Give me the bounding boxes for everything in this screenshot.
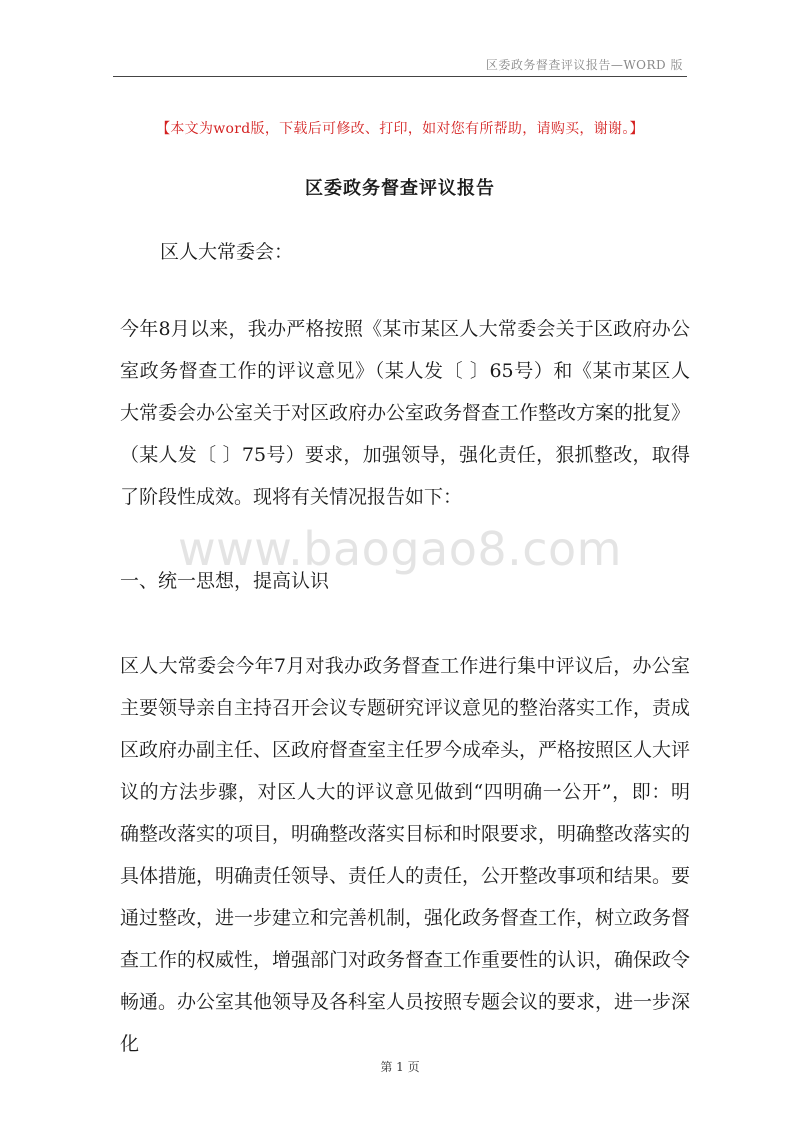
running-header-title: 区委政务督查评议报告—WORD 版 xyxy=(485,58,683,72)
body-paragraph-1: 今年8月以来，我办严格按照《某市某区人大常委会关于区政府办公室政务督查工作的评议意见》（某人发〔 〕65号）和《某市某区人大常委会办公室关于对区政府办公室政务督查工作整改方案的批复》（某人发〔 〕75号）要求，加强领导，强化责任，狠抓整改，取得了阶段性成效。现将有关情况报告如下： xyxy=(120,318,691,508)
watermark: www.baogao8.com xyxy=(178,522,622,576)
download-notice: 【本文为word版，下载后可修改、打印，如对您有所帮助，请购买，谢谢。】 xyxy=(156,121,644,137)
document-title: 区委政务督查评议报告 xyxy=(305,178,495,199)
section-heading-1: 一、统一思想，提高认识 xyxy=(120,570,330,592)
salutation: 区人大常委会： xyxy=(160,241,294,263)
page-header xyxy=(113,52,687,77)
body-paragraph-2: 区人大常委会今年7月对我办政务督查工作进行集中评议后，办公室主要领导亲自主持召开会议专题研究评议意见的整治落实工作，责成区政府办副主任、区政府督查室主任罗今成牵头，严格按照区人大评议的方法步骤，对区人大的评议意见做到“四明确一公开”，即：明确整改落实的项目，明确整改落实目标和时限要求，明确整改落实的具体措施，明确责任领导、责任人的责任，公开整改事项和结果。要通过整改，进一步建立和完善机制，强化政务督查工作，树立政务督查工作的权威性，增强部门对政务督查工作重要性的认识，确保政令畅通。办公室其他领导及各科室人员按照专题会议的要求，进一步深化 xyxy=(120,655,691,1055)
page-number: 第 1 页 xyxy=(380,1060,420,1074)
